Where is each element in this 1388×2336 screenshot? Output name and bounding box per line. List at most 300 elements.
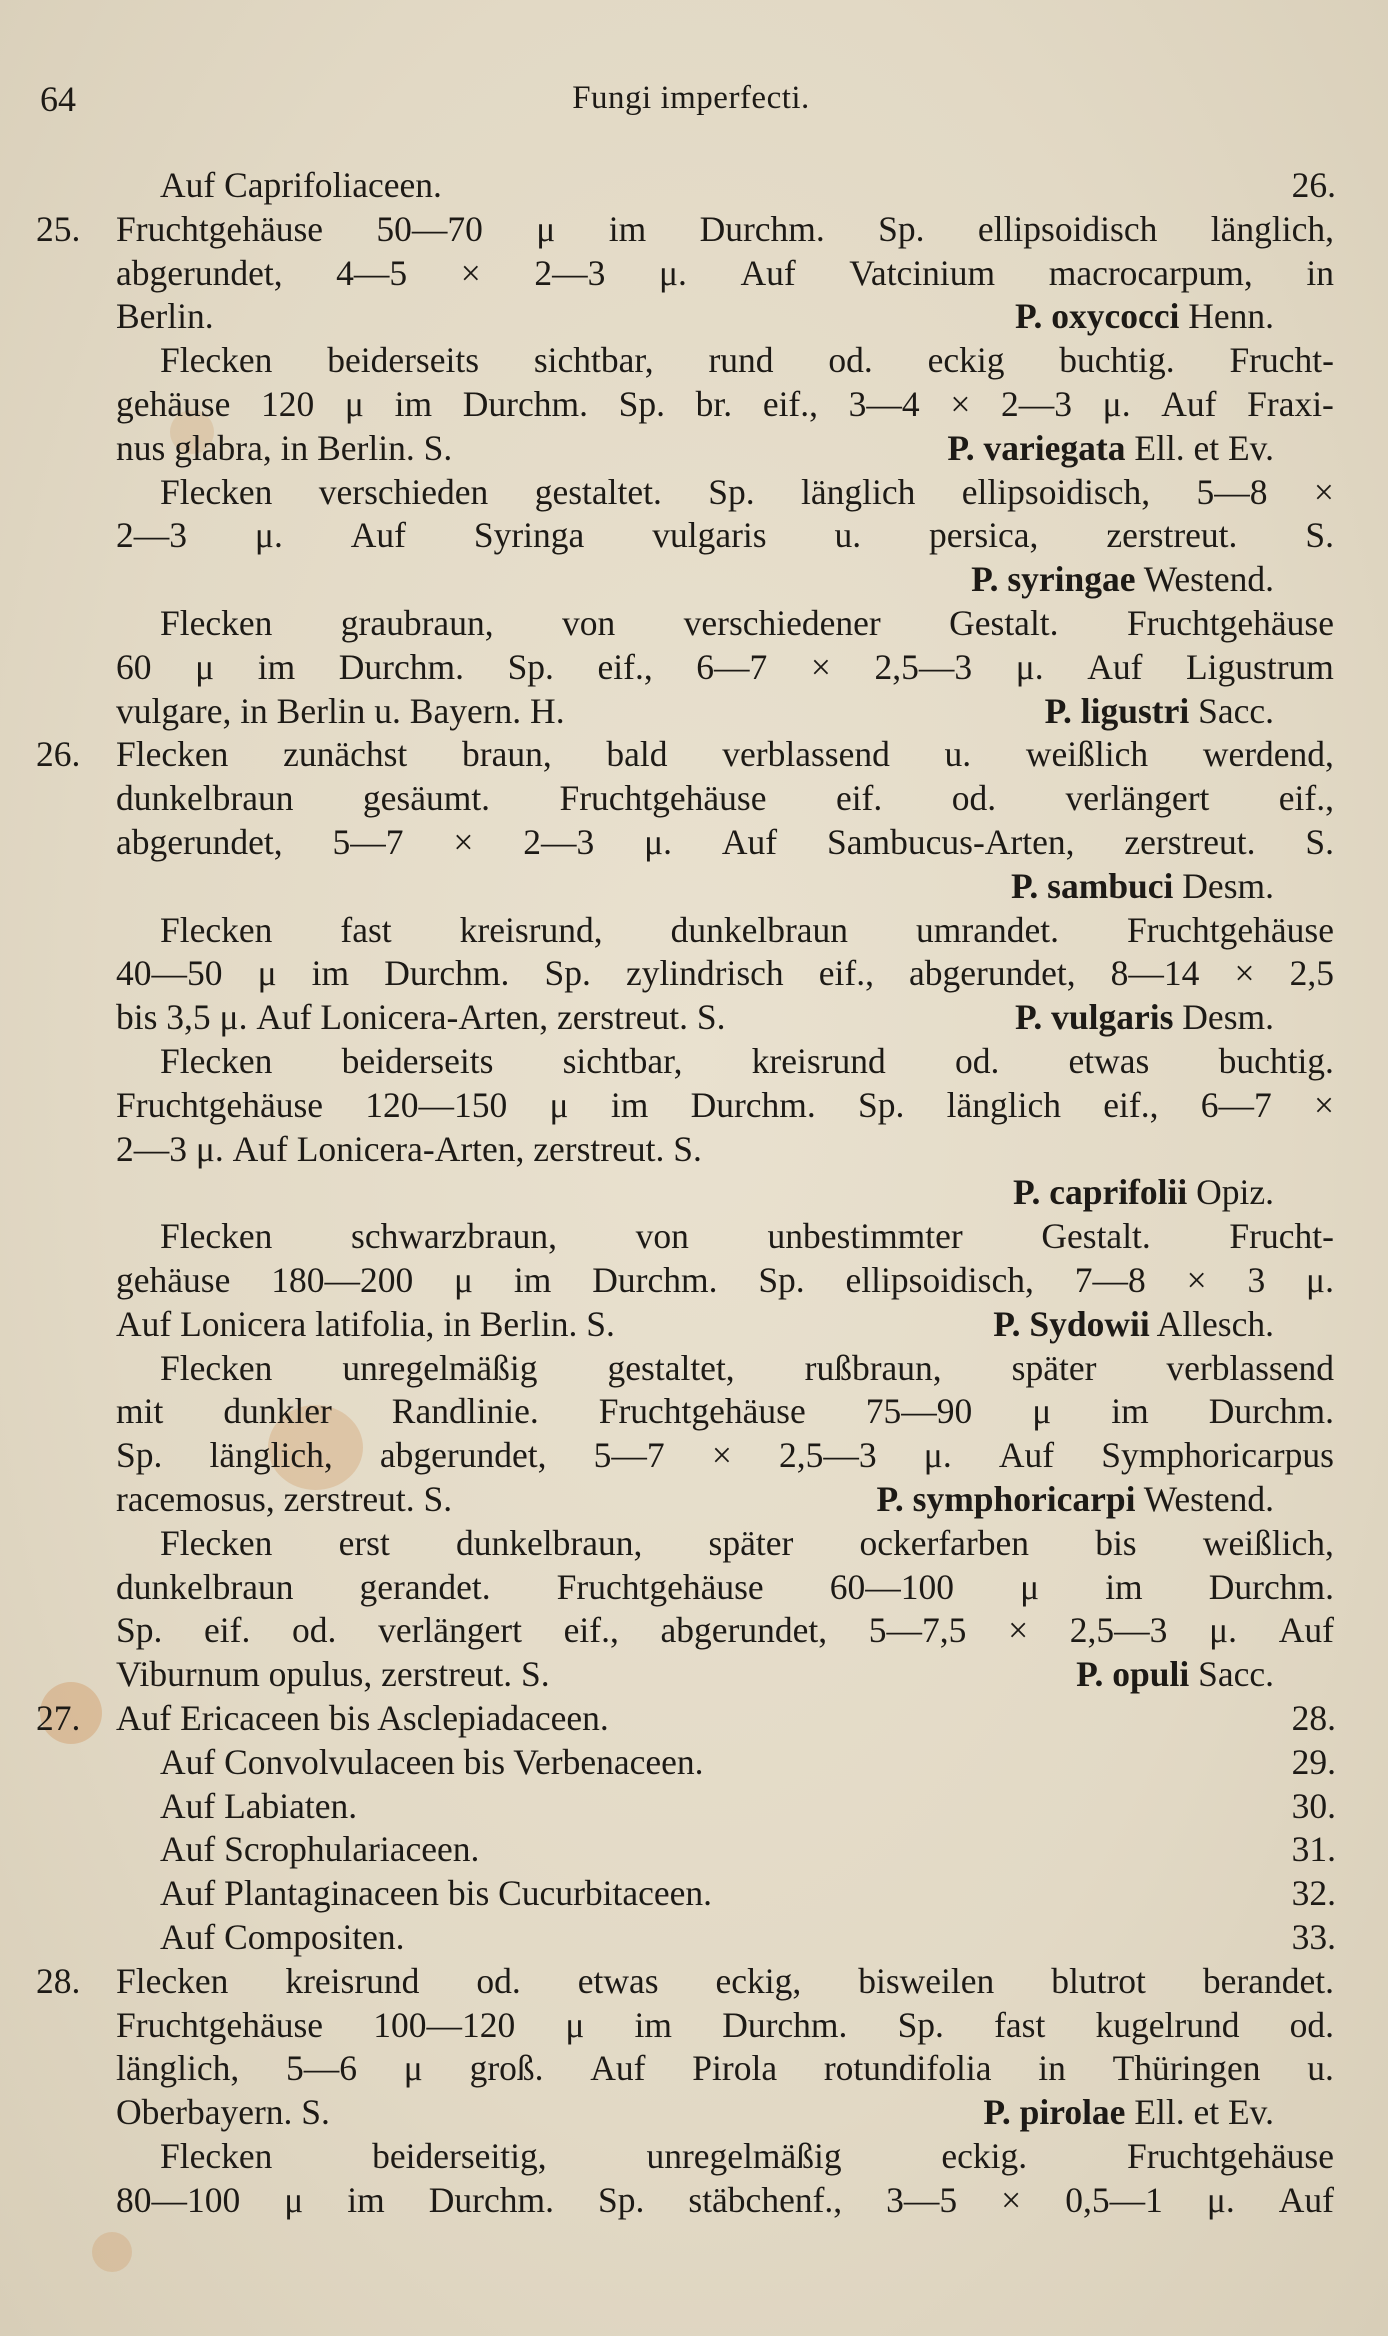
word: 5—6 [286,2048,357,2088]
word: μ [344,384,364,424]
word: dunkelbraun [116,1567,294,1607]
key-number: 28. [36,1961,81,2001]
word: rußbraun, [804,1348,942,1388]
word: 120 [261,384,315,424]
word: 2,5 [1289,953,1334,993]
text-line [116,2004,1334,2046]
word: 3—4 [848,384,920,424]
word: verblassend [722,734,890,774]
line-text: Berlin. [116,296,214,336]
line-text: vulgare, in Berlin u. Bayern. H. [116,691,565,731]
word: etwas [577,1961,659,2001]
word: × [1186,1260,1207,1300]
word: eif., [1103,1085,1159,1125]
word: 3 [1247,1260,1266,1300]
word: abgerundet, [116,822,283,862]
word: etwas [1068,1041,1150,1081]
text-line [160,909,1334,951]
word: im [513,1260,552,1300]
text-line [116,1084,1334,1126]
word: unbestimmter [767,1216,963,1256]
line-text: Auf Scrophulariaceen. [160,1829,480,1869]
word: von [635,1216,689,1256]
word: μ [565,2005,585,2045]
word: Durchm. [722,2005,848,2045]
word: Flecken [160,1523,273,1563]
word: kreisrund, [459,910,603,950]
text-line [160,164,1334,206]
species-name [1076,1653,1334,1695]
word: länglich, [1210,209,1334,249]
word: ockerfarben [859,1523,1029,1563]
word: länglich [801,472,916,512]
species-author: Ell. et Ev. [1134,2092,1274,2132]
word: zerstreut. [1124,822,1256,862]
running-title: Fungi imperfecti. [572,80,810,116]
word: später [1011,1348,1097,1388]
word: Sp. [544,953,591,993]
word: Sp. [858,1085,905,1125]
word: Gestalt. [1041,1216,1151,1256]
word: 2—3 [534,253,606,293]
word: eif. [204,1610,251,1650]
word: μ. [644,822,673,862]
word: u. [944,734,972,774]
word: im [394,384,433,424]
word: fast [340,910,392,950]
text-line [116,2179,1334,2221]
text-line [116,690,1334,732]
word: od. [1289,2005,1334,2045]
word: im [311,953,350,993]
word: Sp. [116,1610,163,1650]
species-author: Opiz. [1196,1172,1274,1212]
text-line [116,996,1334,1038]
species-author: Westend. [1143,1479,1274,1519]
word: dunkler [223,1391,332,1431]
species-author: Henn. [1188,296,1274,336]
word: Sambucus-Arten, [827,822,1075,862]
text-line [116,1171,1334,1213]
species-name [1015,295,1334,337]
word: 7—8 [1074,1260,1146,1300]
word: μ. [1306,1260,1334,1300]
line-text: Auf Ericaceen bis Asclepiadaceen. [116,1698,609,1738]
species-binomial: P. oxycocci [1015,296,1180,336]
word: 4—5 [336,253,408,293]
word: Thüringen [1112,2048,1261,2088]
species-name [947,427,1334,469]
word: Symphoricarpus [1101,1435,1334,1475]
word: gesäumt. [362,778,491,818]
text-line [116,208,1334,250]
word: im [1111,1391,1149,1431]
word: Fraxi- [1247,384,1334,424]
word: dunkelbraun [116,778,294,818]
species-author: Westend. [1143,559,1274,599]
word: rotundifolia [823,2048,992,2088]
word: 2—3 [116,515,187,555]
species-name [1013,1171,1334,1213]
word: Durchm. [1208,1391,1334,1431]
word: abgerundet, [379,1435,547,1475]
word: Durchm. [699,209,825,249]
word: im [1105,1567,1143,1607]
word: Randlinie. [391,1391,539,1431]
word: Auf [998,1435,1055,1475]
word: unregelmäßig [646,2136,842,2176]
word: eif., [563,1610,619,1650]
word: od. [476,1961,521,2001]
text-line [160,2135,1334,2177]
word: Flecken [160,1348,273,1388]
text-line [160,1872,1334,1914]
word: Pirola [692,2048,778,2088]
word: später [708,1523,794,1563]
word: S. [1305,822,1334,862]
word: Gestalt. [949,603,1059,643]
word: sichtbar, [533,340,654,380]
line-text: 2—3 μ. Auf Lonicera-Arten, zerstreut. S. [116,1129,702,1169]
text-line [116,1566,1334,1608]
word: od. [828,340,873,380]
word: 180—200 [271,1260,414,1300]
key-reference: 32. [1291,1873,1336,1913]
word: abgerundet, [116,253,283,293]
text-line [160,1347,1334,1389]
species-binomial: P. variegata [947,428,1126,468]
word: werdend, [1202,734,1334,774]
word: Auf [590,2048,646,2088]
word: × [453,822,474,862]
word: 5—7 [593,1435,665,1475]
word: rund [708,340,774,380]
text-line [116,733,1334,775]
line-text: Oberbayern. S. [116,2092,330,2132]
text-line [160,339,1334,381]
word: Flecken [160,910,273,950]
word: länglich, [116,2048,240,2088]
word: Auf [1161,384,1217,424]
word: μ [536,209,556,249]
word: μ. [1015,647,1044,687]
word: berandet. [1202,1961,1334,2001]
line-text: Auf Plantaginaceen bis Cucurbitaceen. [160,1873,713,1913]
word: buchtig. [1218,1041,1334,1081]
word: Fruchtgehäuse [116,2005,324,2045]
key-reference: 28. [1291,1698,1336,1738]
word: μ. [1209,1610,1238,1650]
word: eckig, [715,1961,802,2001]
word: beiderseitig, [372,2136,547,2176]
species-binomial: P. Sydowii [993,1304,1150,1344]
key-reference: 33. [1291,1917,1336,1957]
key-reference: 29. [1291,1742,1336,1782]
species-author: Desm. [1182,997,1274,1037]
word: Auf [740,253,796,293]
word: Sp. [116,1435,163,1475]
word: fast [994,2005,1046,2045]
text-line [116,252,1334,294]
word: 75—90 [865,1391,973,1431]
text-line [116,1609,1334,1651]
word: od. [951,778,997,818]
text-line [116,2091,1334,2133]
text-line [160,1215,1334,1257]
stain-mark [92,2232,132,2272]
word: ellipsoidisch, [961,472,1151,512]
word: abgerundet, [909,953,1076,993]
word: stäbchenf., [688,2180,843,2220]
word: persica, [929,515,1039,555]
word: × [810,647,831,687]
word: × [711,1435,732,1475]
species-author: Allesch. [1156,1304,1274,1344]
word: × [460,253,481,293]
species-author: Desm. [1182,866,1274,906]
word: gerandet. [359,1567,491,1607]
word: 2—3 [1001,384,1073,424]
line-text: Auf Lonicera latifolia, in Berlin. S. [116,1304,615,1344]
word: im [257,647,296,687]
word: unregelmäßig [342,1348,538,1388]
line-text: Auf Labiaten. [160,1786,358,1826]
species-name [971,558,1334,600]
word: μ [1020,1567,1040,1607]
word: verblassend [1166,1348,1334,1388]
word: gehäuse [116,1260,231,1300]
word: Sp. [878,209,925,249]
word: Fruchtgehäuse [1126,910,1334,950]
word: zylindrisch [625,953,784,993]
key-number: 27. [36,1698,81,1738]
species-name [876,1478,1334,1520]
word: gestaltet. [534,472,662,512]
text-line [116,1434,1334,1476]
word: eckig. [941,2136,1028,2176]
word: 40—50 [116,953,223,993]
word: in [1306,253,1334,293]
word: 2,5—3 [874,647,973,687]
key-number: 26. [36,734,81,774]
word: Sp. [507,647,554,687]
word: Sp. [708,472,755,512]
word: Flecken [160,340,273,380]
word: × [1234,953,1255,993]
text-line [160,471,1334,513]
species-name [1015,996,1334,1038]
word: S. [1305,515,1334,555]
text-line [160,1522,1334,1564]
word: 5—7 [332,822,404,862]
word: eif., [762,384,819,424]
word: verschieden [318,472,489,512]
text-line [116,1390,1334,1432]
word: zerstreut. [1106,515,1238,555]
word: im [634,2005,673,2045]
word: Auf [1278,1610,1334,1650]
word: Durchm. [462,384,588,424]
word: beiderseits [341,1041,494,1081]
word: ellipsoidisch [977,209,1158,249]
word: μ [454,1260,474,1300]
word: Frucht- [1229,340,1334,380]
word: verschiedener [683,603,881,643]
word: Ligustrum [1185,647,1334,687]
text-line [116,1960,1334,2002]
word: vulgaris [652,515,767,555]
text-line [116,1128,1334,1170]
text-line [116,427,1334,469]
word: Fruchtgehäuse [1126,603,1334,643]
species-author: Ell. et Ev. [1134,428,1274,468]
word: Sp. [758,1260,805,1300]
key-number: 25. [36,209,81,249]
key-reference: 26. [1291,165,1336,205]
word: umrandet. [916,910,1059,950]
word: 6—7 [1200,1085,1272,1125]
text-line [116,295,1334,337]
word: erst [338,1523,390,1563]
word: eckig [927,340,1005,380]
species-name [983,2091,1334,2133]
word: u. [834,515,862,555]
word: länglich [946,1085,1062,1125]
word: Durchm. [592,1260,718,1300]
line-text: racemosus, zerstreut. S. [116,1479,453,1519]
word: Flecken [116,734,229,774]
word: Durchm. [428,2180,554,2220]
species-binomial: P. symphoricarpi [876,1479,1136,1519]
word: macrocarpum, [1048,253,1253,293]
word: × [950,384,971,424]
word: Fruchtgehäuse [556,1567,764,1607]
word: bald [606,734,668,774]
line-text: nus glabra, in Berlin. S. [116,428,453,468]
word: zunächst [283,734,408,774]
word: Syringa [473,515,585,555]
word: verlängert [1065,778,1210,818]
species-binomial: P. opuli [1076,1654,1190,1694]
word: × [1001,2180,1022,2220]
word: 5—7,5 [868,1610,967,1650]
word: Sp. [897,2005,944,2045]
word: μ. [1102,384,1131,424]
word: blutrot [1051,1961,1146,2001]
word: Durchm. [690,1085,816,1125]
key-reference: 30. [1291,1786,1336,1826]
word: Flecken [160,2136,273,2176]
word: Flecken [160,1041,273,1081]
text-line [116,865,1334,907]
species-binomial: P. pirolae [983,2092,1126,2132]
word: braun, [462,734,552,774]
word: sichtbar, [562,1041,683,1081]
species-binomial: P. caprifolii [1013,1172,1188,1212]
word: groß. [469,2048,544,2088]
word: weißlich, [1202,1523,1334,1563]
text-line [116,514,1334,556]
word: 80—100 [116,2180,241,2220]
text-line [116,1697,1334,1739]
word: 60—100 [829,1567,955,1607]
word: Fruchtgehäuse [598,1391,806,1431]
word: μ. [658,253,687,293]
text-line [116,2047,1334,2089]
word: Flecken [116,1961,229,2001]
word: Fruchtgehäuse [1126,2136,1334,2176]
word: Durchm. [1208,1567,1334,1607]
word: eif., [597,647,653,687]
word: br. [695,384,733,424]
word: kreisrund [751,1041,886,1081]
word: μ. [923,1435,952,1475]
word: μ [284,2180,304,2220]
word: μ [403,2048,423,2088]
line-text: Auf Convolvulaceen bis Verbenaceen. [160,1742,704,1782]
word: Frucht- [1229,1216,1334,1256]
word: 0,5—1 [1065,2180,1163,2220]
word: Fruchtgehäuse [116,209,324,249]
word: im [610,1085,649,1125]
word: Flecken [160,1216,273,1256]
key-reference: 31. [1291,1829,1336,1869]
text-line [116,952,1334,994]
word: 8—14 [1110,953,1200,993]
word: × [1313,1085,1334,1125]
word: Auf [1278,2180,1334,2220]
word: 2—3 [523,822,595,862]
text-line [116,558,1334,600]
text-line [160,1040,1334,1082]
word: Vatcinium [849,253,996,293]
text-line [160,602,1334,644]
word: länglich, [209,1435,333,1475]
line-text: Viburnum opulus, zerstreut. S. [116,1654,550,1694]
word: × [1008,1610,1029,1650]
word: u. [1307,2048,1334,2088]
species-binomial: P. sambuci [1011,866,1174,906]
word: μ [195,647,215,687]
word: Flecken [160,603,273,643]
species-binomial: P. vulgaris [1014,997,1174,1037]
word: Sp. [598,2180,645,2220]
text-line [160,1916,1334,1958]
line-text: Auf Compositen. [160,1917,405,1957]
species-name [1011,865,1334,907]
species-binomial: P. ligustri [1044,691,1190,731]
word: μ [549,1085,569,1125]
word: bis [1095,1523,1137,1563]
word: weißlich [1025,734,1149,774]
word: abgerundet, [660,1610,828,1650]
word: im [608,209,647,249]
word: eif. [835,778,883,818]
word: Durchm. [338,647,464,687]
word: beiderseits [327,340,480,380]
word: ellipsoidisch, [845,1260,1034,1300]
text-line [116,646,1334,688]
word: 2,5—3 [779,1435,877,1475]
word: eif., [1278,778,1334,818]
word: kugelrund [1095,2005,1240,2045]
text-line [116,1653,1334,1695]
word: Flecken [160,472,273,512]
word: 3—5 [886,2180,958,2220]
word: dunkelbraun [670,910,849,950]
word: Durchm. [384,953,510,993]
text-line [160,1741,1334,1783]
